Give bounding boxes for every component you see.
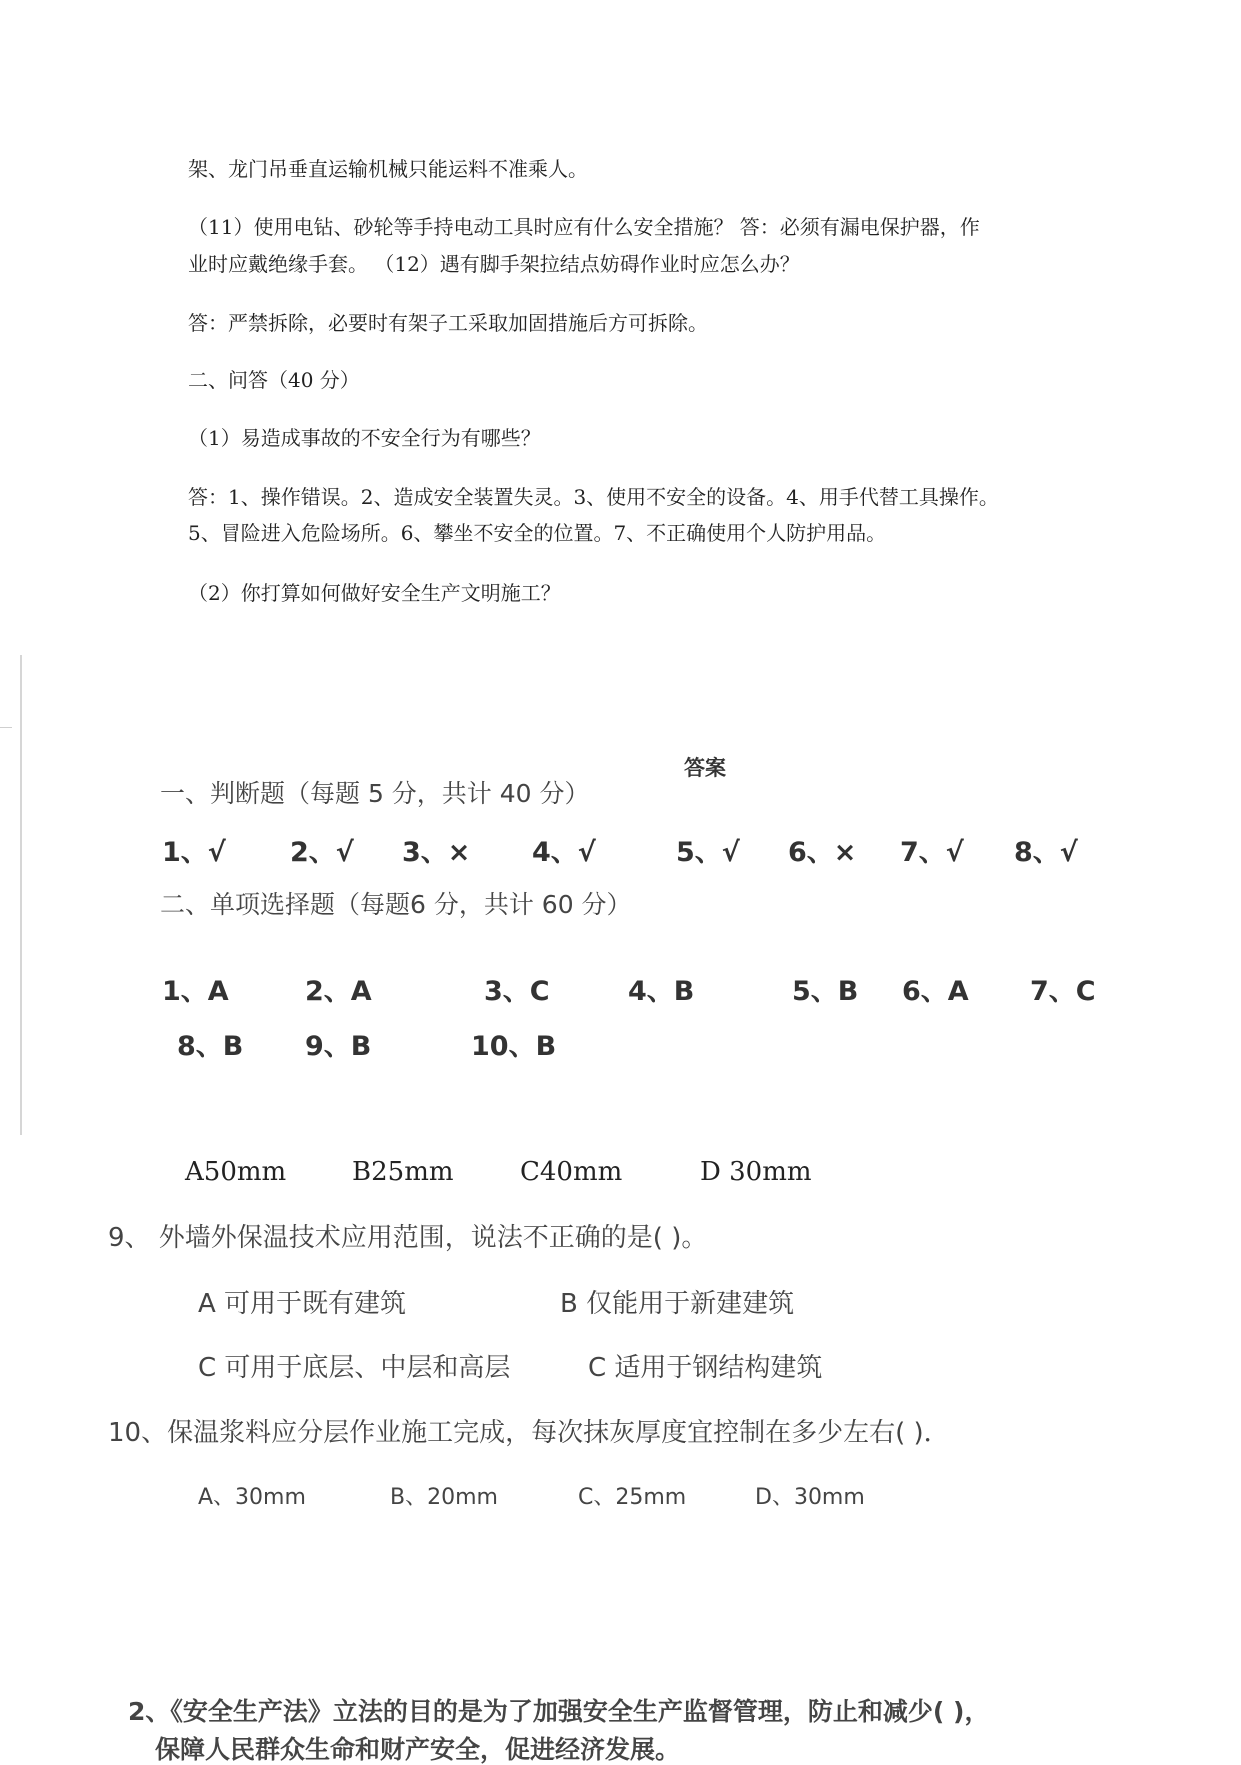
question-12-line: 业时应戴绝缘手套。 （12）遇有脚手架拉结点妨碍作业时应怎么办？	[188, 252, 800, 276]
tf-answer: 7、√	[900, 837, 964, 868]
q10-option-d: D、30mm	[755, 1485, 865, 1510]
q8-option-d: D 30mm	[700, 1157, 812, 1187]
answer-12-line: 答：严禁拆除，必要时有架子工采取加固措施后方可拆除。	[188, 311, 708, 335]
mc-answer: 7、C	[1030, 976, 1096, 1007]
page-edge-tick	[0, 727, 12, 728]
question-2-bottom-line-1: 2、《安全生产法》立法的目的是为了加强安全生产监督管理，防止和减少( )，	[128, 1697, 990, 1726]
question-11-line: （11）使用电钻、砂轮等手持电动工具时应有什么安全措施？ 答：必须有漏电保护器，作	[188, 215, 980, 239]
tf-answer: 4、√	[532, 837, 596, 868]
mc-answer: 3、C	[484, 976, 550, 1007]
mc-answer: 4、B	[628, 976, 695, 1007]
q8-option-c: C40mm	[520, 1157, 623, 1187]
mc-answer: 5、B	[792, 976, 859, 1007]
question-1-line: （1）易造成事故的不安全行为有哪些？	[188, 426, 541, 450]
question-10: 10、保温浆料应分层作业施工完成，每次抹灰厚度宜控制在多少左右( )．	[108, 1418, 950, 1448]
question-9: 9、 外墙外保温技术应用范围，说法不正确的是( )。	[108, 1223, 708, 1253]
q10-option-a: A、30mm	[198, 1485, 306, 1510]
answer-1-line-2: 5、冒险进入危险场所。6、攀坐不安全的位置。7、不正确使用个人防护用品。	[188, 521, 887, 545]
answers-section-1-heading: 一、判断题（每题 5 分，共计 40 分）	[160, 779, 590, 808]
answers-section-2-heading: 二、单项选择题（每题6 分，共计 60 分）	[160, 890, 632, 919]
q8-option-a: A50mm	[185, 1157, 287, 1187]
q9-option-c: C 可用于底层、中层和高层	[198, 1353, 511, 1383]
mc-answer: 8、B	[177, 1031, 244, 1062]
q9-option-a: A 可用于既有建筑	[198, 1289, 407, 1319]
mc-answer: 6、A	[902, 976, 969, 1007]
question-2-bottom-line-2: 保障人民群众生命和财产安全，促进经济发展。	[155, 1735, 681, 1764]
tf-answer: 3、×	[402, 837, 471, 868]
tf-answer: 8、√	[1014, 837, 1078, 868]
mc-answer: 2、A	[305, 976, 372, 1007]
tf-answer: 5、√	[676, 837, 740, 868]
mc-answer: 1、A	[162, 976, 229, 1007]
mc-answer: 9、B	[305, 1031, 372, 1062]
paragraph-line: 架、龙门吊垂直运输机械只能运料不准乘人。	[188, 157, 588, 181]
q9-option-b: B 仅能用于新建建筑	[560, 1289, 795, 1319]
page-edge-line	[20, 655, 22, 1135]
question-2-line: （2）你打算如何做好安全生产文明施工？	[188, 581, 561, 605]
answers-title: 答案	[684, 756, 726, 780]
tf-answer: 6、×	[788, 837, 857, 868]
q10-option-b: B、20mm	[390, 1485, 498, 1510]
section-heading-qa: 二、问答（40 分）	[188, 368, 360, 392]
q9-option-d: C 适用于钢结构建筑	[588, 1353, 823, 1383]
q10-option-c: C、25mm	[578, 1485, 687, 1510]
q8-option-b: B25mm	[352, 1157, 454, 1187]
mc-answer: 10、B	[471, 1031, 557, 1062]
tf-answer: 2、√	[290, 837, 354, 868]
answer-1-line-1: 答：1、操作错误。2、造成安全装置失灵。3、使用不安全的设备。4、用手代替工具操作。	[188, 485, 999, 509]
tf-answer: 1、√	[162, 837, 226, 868]
